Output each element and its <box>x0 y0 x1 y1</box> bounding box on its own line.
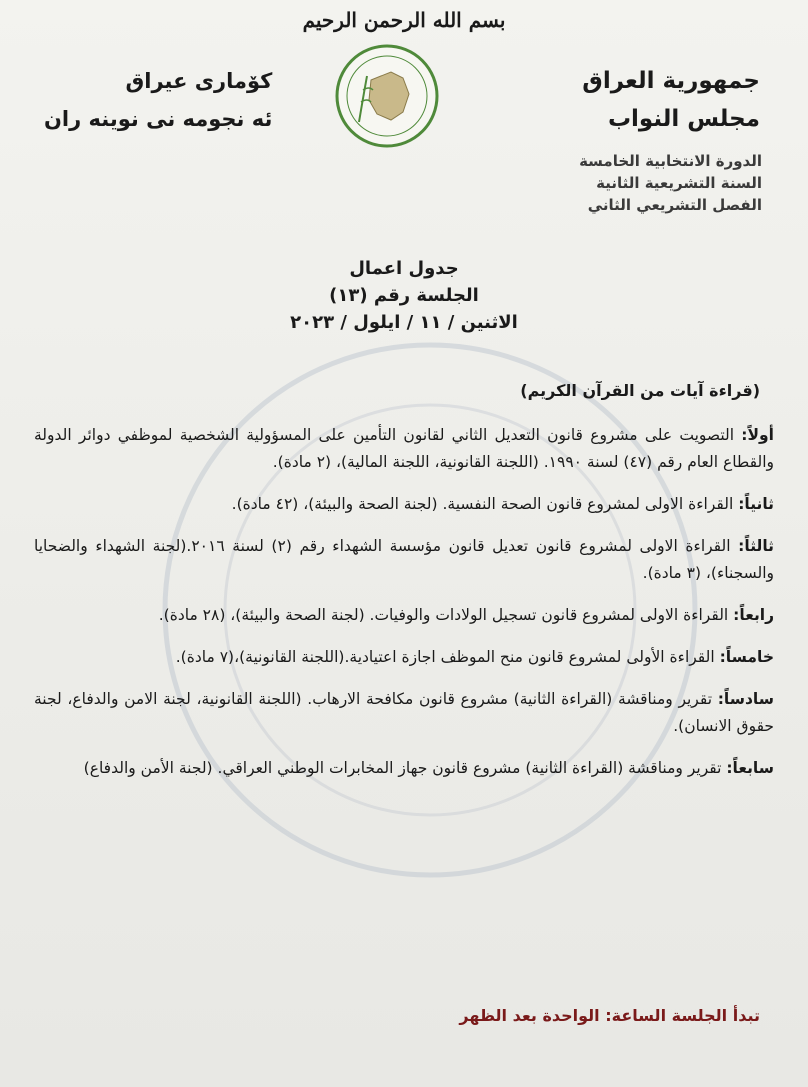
item-label: خامساً: <box>719 648 774 666</box>
session-start-time: تبدأ الجلسة الساعة: الواحدة بعد الظهر <box>459 1006 760 1025</box>
republic-name-kurdish: كۆمارى عيراق <box>125 69 273 93</box>
item-label: سابعاً: <box>726 759 774 777</box>
agenda-item-5 <box>34 644 774 671</box>
quran-recitation: (قراءة آيات من القرآن الكريم) <box>520 381 760 400</box>
electoral-cycle: الدورة الانتخابية الخامسة <box>579 152 762 170</box>
header-left <box>44 62 272 138</box>
council-name: مجلس النواب <box>607 106 760 132</box>
agenda-item-1 <box>34 422 774 476</box>
agenda-heading <box>0 255 808 336</box>
item-text: القراءة الأولى لمشروع قانون منح الموظف اجازة اعتيادية.(اللجنة القانونية)،(٧ مادة). <box>175 648 715 666</box>
header-right <box>582 62 760 138</box>
item-label: رابعاً: <box>733 606 774 624</box>
item-label: سادساً: <box>717 690 774 708</box>
agenda-item-2 <box>34 491 774 518</box>
item-text: تقرير ومناقشة (القراءة الثانية) مشروع قانون جهاز المخابرات الوطني العراقي. (لجنة الأمن والدفاع) <box>83 759 722 777</box>
agenda-items <box>34 422 774 797</box>
agenda-item-6 <box>34 686 774 740</box>
item-text: تقرير ومناقشة (القراءة الثانية) مشروع قانون مكافحة الارهاب. (اللجنة القانونية، لجنة الامن والدفاع، لجنة حقوق الانسان). <box>34 690 774 735</box>
item-label: ثانياً: <box>738 495 774 513</box>
agenda-item-7 <box>34 755 774 782</box>
agenda-item-4 <box>34 602 774 629</box>
basmala: بسم الله الرحمن الرحيم <box>302 8 506 32</box>
item-label: ثالثاً: <box>738 537 774 555</box>
council-name-kurdish: ئه نجومه نى نوينه ران <box>44 107 273 131</box>
session-number: الجلسة رقم (١٣) <box>329 285 479 306</box>
item-text: القراءة الاولى لمشروع قانون تعديل قانون مؤسسة الشهداء رقم (٢) لسنة ٢٠١٦.(لجنة الشهداء والضحايا والسجناء)، (٣ مادة). <box>34 537 774 582</box>
agenda-title: جدول اعمال <box>349 258 459 279</box>
agenda-item-3 <box>34 533 774 587</box>
session-info <box>579 150 762 216</box>
item-label: أولاً: <box>741 426 774 444</box>
parliament-logo-icon <box>333 42 441 150</box>
session-date: الاثنين / ١١ / ايلول / ٢٠٢٣ <box>290 312 518 333</box>
item-text: التصويت على مشروع قانون التعديل الثاني لقانون التأمين على المسؤولية الشخصية لموظفي دوائر الدولة والقطاع العام رقم (٤٧) لسنة ١٩٩٠. (اللجنة القانونية، اللجنة المالية)، (٢ مادة). <box>34 426 774 471</box>
legislative-year: السنة التشريعية الثانية <box>596 174 762 192</box>
republic-name: جمهورية العراق <box>582 68 760 94</box>
legislative-term: الفصل التشريعي الثاني <box>587 196 762 214</box>
item-text: القراءة الاولى لمشروع قانون الصحة النفسية. (لجنة الصحة والبيئة)، (٤٢ مادة). <box>231 495 734 513</box>
item-text: القراءة الاولى لمشروع قانون تسجيل الولادات والوفيات. (لجنة الصحة والبيئة)، (٢٨ مادة). <box>158 606 729 624</box>
